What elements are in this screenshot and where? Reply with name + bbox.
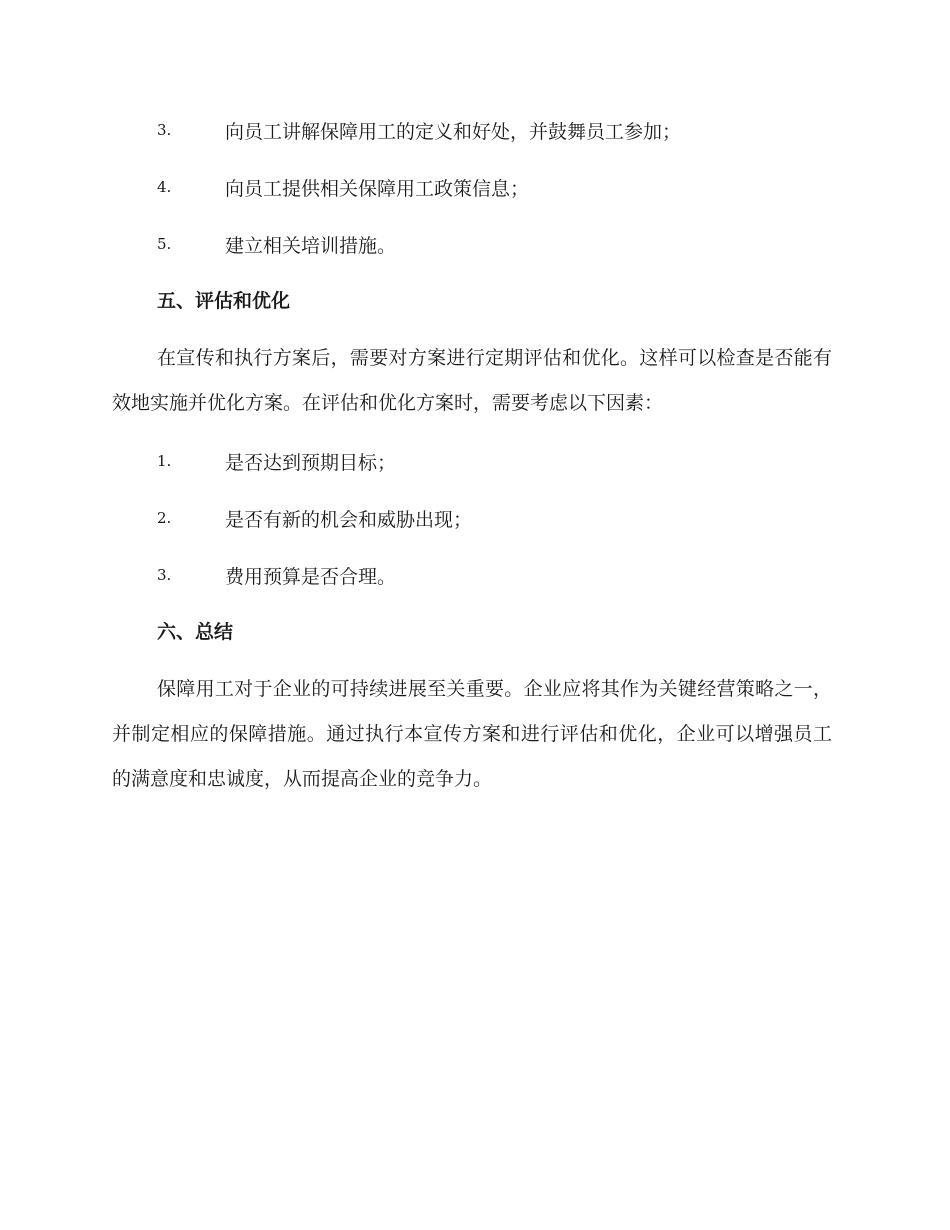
list-item — [157, 446, 396, 476]
section-heading-summary: 六、总结 — [157, 621, 234, 643]
list-number: 4. — [157, 178, 172, 196]
list-item — [157, 172, 529, 202]
list-item — [157, 503, 472, 533]
list-item — [157, 115, 681, 145]
list-item — [157, 560, 396, 590]
list-number: 2. — [157, 509, 172, 527]
list-text: 是否有新的机会和威胁出现； — [225, 508, 473, 531]
list-number: 5. — [157, 235, 172, 253]
list-number: 1. — [157, 452, 172, 470]
list-number: 3. — [157, 121, 172, 139]
evaluation-paragraph: 在宣传和执行方案后，需要对方案进行定期评估和优化。这样可以检查是否能有效地实施并优化方案。在评估和优化方案时，需要考虑以下因素： — [112, 347, 832, 414]
list-number: 3. — [157, 566, 172, 584]
list-text: 建立相关培训措施。 — [225, 234, 397, 257]
list-text: 向员工提供相关保障用工政策信息； — [225, 177, 530, 200]
list-text: 费用预算是否合理。 — [225, 565, 397, 588]
summary-paragraph: 保障用工对于企业的可持续进展至关重要。企业应将其作为关键经营策略之一，并制定相应的保障措施。通过执行本宣传方案和进行评估和优化，企业可以增强员工的满意度和忠诚度，从而提高企业的竞争力。 — [112, 678, 832, 790]
section-heading-evaluation: 五、评估和优化 — [157, 290, 291, 312]
list-text: 是否达到预期目标； — [225, 451, 397, 474]
list-text: 向员工讲解保障用工的定义和好处，并鼓舞员工参加； — [225, 120, 682, 143]
list-item — [157, 229, 396, 259]
